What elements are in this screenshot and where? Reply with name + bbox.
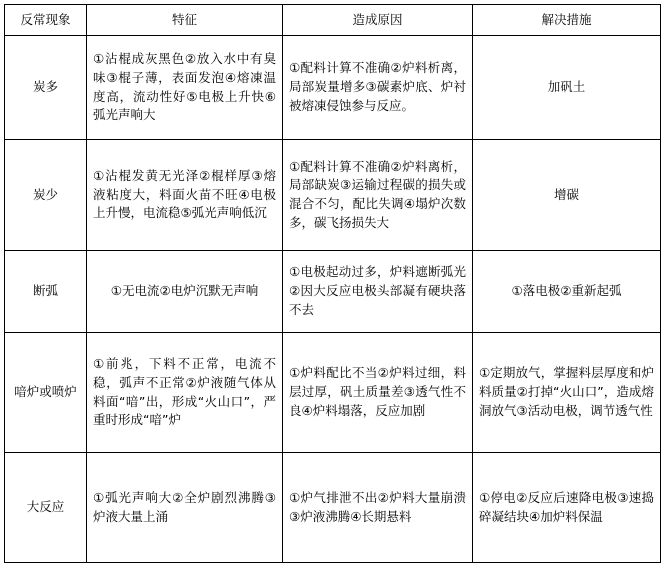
column-header-causes: 造成原因 xyxy=(283,5,473,36)
cell-causes: ①配料计算不准确②炉料离析，局部缺炭③运输过程碳的损失或混合不匀，配比失调④塌炉次数多，碳飞扬损失大 xyxy=(283,140,473,251)
row-label-phenomenon: 大反应 xyxy=(5,453,87,563)
row-label-phenomenon: 炭多 xyxy=(5,36,87,140)
cell-solutions: 增碳 xyxy=(473,140,661,251)
cell-features: ①沾棍成灰黑色②放入水中有臭味③棍子薄，表面发泡④熔凍温度高，流动性好⑤电极上升快⑥弧光声响大 xyxy=(87,36,283,140)
cell-features: ①沾棍发黄无光泽②棍样厚③熔液粘度大，料面火苗不旺④电极上升慢，电流稳⑤弧光声响低沉 xyxy=(87,140,283,251)
cell-features: ①前兆，下料不正常，电流不稳，弧声不正常②炉液随气体从料面“喑”出，形成“火山口”，严重时形成“喑”炉 xyxy=(87,333,283,453)
cell-causes: ①炉料配比不当②炉料过细，料层过厚，矾土质量差③透气性不良④炉料塌落，反应加剧 xyxy=(283,333,473,453)
table-row xyxy=(5,36,661,140)
cell-causes: ①电极起动过多，炉料遮断弧光②因大反应电极头部凝有硬块落不去 xyxy=(283,251,473,333)
column-header-solutions: 解决措施 xyxy=(473,5,661,36)
cell-solutions: ①定期放气，掌握料层厚度和炉料质量②打掉“火山口”，造成熔洞放气③活动电极，调节透气性 xyxy=(473,333,661,453)
row-label-phenomenon: 断弧 xyxy=(5,251,87,333)
table-row xyxy=(5,251,661,333)
table-row xyxy=(5,453,661,563)
cell-solutions: ①停电②反应后速降电极③速捣碎凝结块④加炉料保温 xyxy=(473,453,661,563)
cell-causes: ①炉气排泄不出②炉料大量崩溃③炉液沸腾④长期悬料 xyxy=(283,453,473,563)
table-header xyxy=(5,5,661,36)
row-label-phenomenon: 喑炉或喷炉 xyxy=(5,333,87,453)
table-header-row xyxy=(5,5,661,36)
table-row xyxy=(5,140,661,251)
table-row xyxy=(5,333,661,453)
cell-causes: ①配料计算不准确②炉料析离，局部炭量增多③碳素炉底、炉衬被熔凍侵蚀参与反应。 xyxy=(283,36,473,140)
cell-features: ①弧光声响大②全炉剧烈沸腾③炉液大量上涌 xyxy=(87,453,283,563)
row-label-phenomenon: 炭少 xyxy=(5,140,87,251)
abnormal-phenomena-table xyxy=(4,4,661,563)
table-body xyxy=(5,36,661,563)
column-header-phenomenon: 反常现象 xyxy=(5,5,87,36)
cell-solutions: ①落电极②重新起弧 xyxy=(473,251,661,333)
cell-features: ①无电流②电炉沉默无声响 xyxy=(87,251,283,333)
column-header-features: 特征 xyxy=(87,5,283,36)
cell-solutions: 加矾土 xyxy=(473,36,661,140)
